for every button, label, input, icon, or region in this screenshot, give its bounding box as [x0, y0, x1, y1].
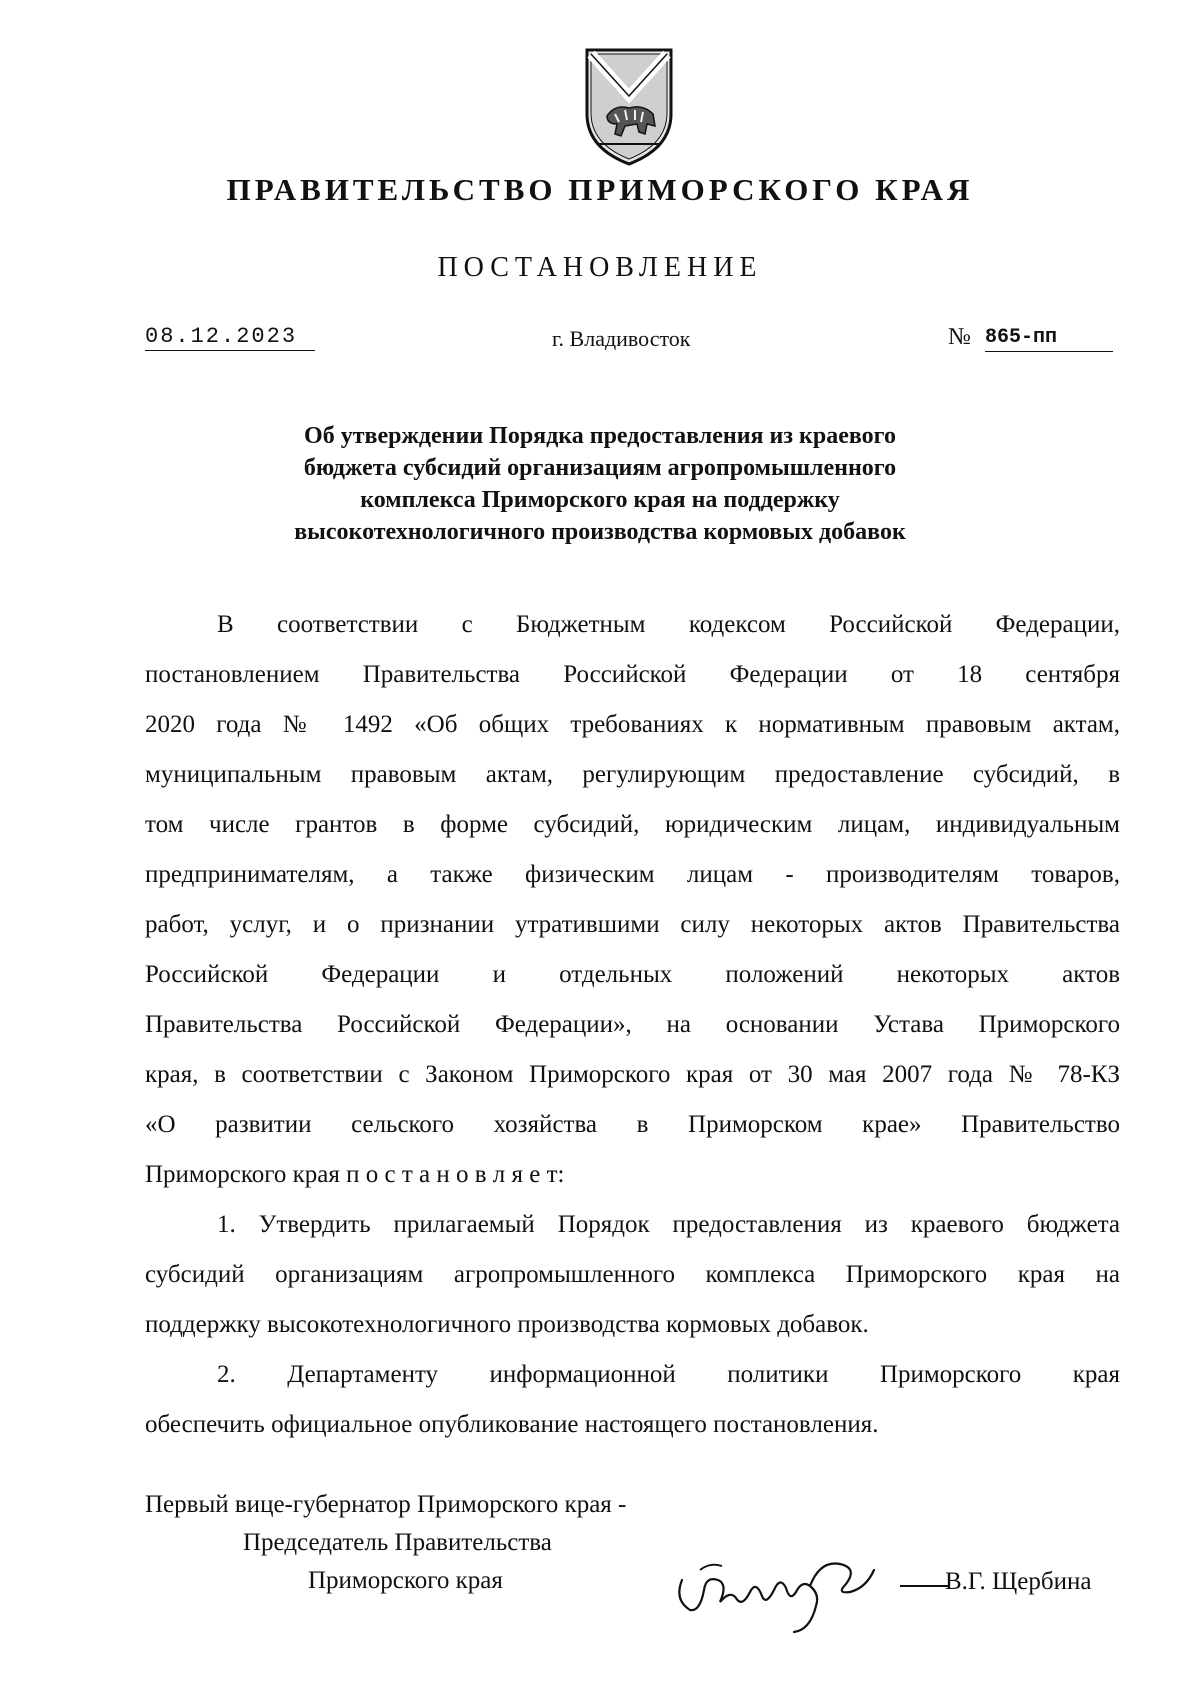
subject-line: Об утверждении Порядка предоставления из краевого	[304, 423, 896, 449]
document-body	[145, 600, 1120, 1450]
text-line: 2. Департаменту информационной политики Приморского края	[217, 1361, 1120, 1388]
number-sign: №	[948, 324, 971, 350]
text-line: Приморского края п о с т а н о в л я е т:	[145, 1161, 565, 1188]
position-line: Председатель Правительства	[243, 1529, 552, 1556]
document-city: г. Владивосток	[552, 326, 691, 351]
text-line: предпринимателям, а также физическим лицам - производителям товаров,	[145, 861, 1120, 888]
text-line: том числе грантов в форме субсидий, юридическим лицам, индивидуальным	[145, 811, 1120, 838]
position-line: Приморского края	[308, 1567, 503, 1594]
text-line: края, в соответствии с Законом Приморского края от 30 мая 2007 года № 78-КЗ	[145, 1061, 1120, 1088]
signature-dash	[900, 1585, 948, 1587]
signer-name: В.Г. Щербина	[945, 1568, 1092, 1595]
text-line: работ, услуг, и о признании утратившими силу некоторых актов Правительства	[145, 911, 1120, 938]
document-type: ПОСТАНОВЛЕНИЕ	[437, 252, 763, 283]
coat-of-arms-icon	[577, 44, 681, 168]
document-date: 08.12.2023	[145, 324, 315, 351]
item-1-paragraph	[145, 1200, 1120, 1350]
subject-line: комплекса Приморского края на поддержку	[360, 487, 840, 513]
preamble-paragraph	[145, 600, 1120, 1200]
text-line: «О развитии сельского хозяйства в Приморском крае» Правительство	[145, 1111, 1120, 1138]
text-line: Правительства Российской Федерации», на основании Устава Приморского	[145, 1011, 1120, 1038]
subject-line: бюджета субсидий организациям агропромышленного	[303, 455, 897, 481]
signature-position	[145, 1486, 626, 1600]
text-line: обеспечить официальное опубликование настоящего постановления.	[145, 1411, 879, 1438]
document-subject	[150, 420, 1050, 548]
item-2-paragraph	[145, 1350, 1120, 1450]
text-line: 2020 года № 1492 «Об общих требованиях к нормативным правовым актам,	[145, 711, 1120, 738]
text-line: В соответствии с Бюджетным кодексом Российской Федерации,	[217, 611, 1120, 638]
subject-line: высокотехнологичного производства кормовых добавок	[294, 519, 906, 545]
text-line: субсидий организациям агропромышленного комплекса Приморского края на	[145, 1261, 1120, 1288]
text-line: Российской Федерации и отдельных положений некоторых актов	[145, 961, 1120, 988]
handwritten-signature-icon	[670, 1540, 900, 1635]
organization-title: ПРАВИТЕЛЬСТВО ПРИМОРСКОГО КРАЯ	[226, 172, 974, 207]
document-number: 865-пп	[985, 324, 1113, 352]
text-line: поддержку высокотехнологичного производства кормовых добавок.	[145, 1311, 869, 1338]
text-line: муниципальным правовым актам, регулирующим предоставление субсидий, в	[145, 761, 1120, 788]
position-line: Первый вице-губернатор Приморского края -	[145, 1491, 627, 1518]
text-line: постановлением Правительства Российской Федерации от 18 сентября	[145, 661, 1120, 688]
text-line: 1. Утвердить прилагаемый Порядок предоставления из краевого бюджета	[217, 1211, 1120, 1238]
